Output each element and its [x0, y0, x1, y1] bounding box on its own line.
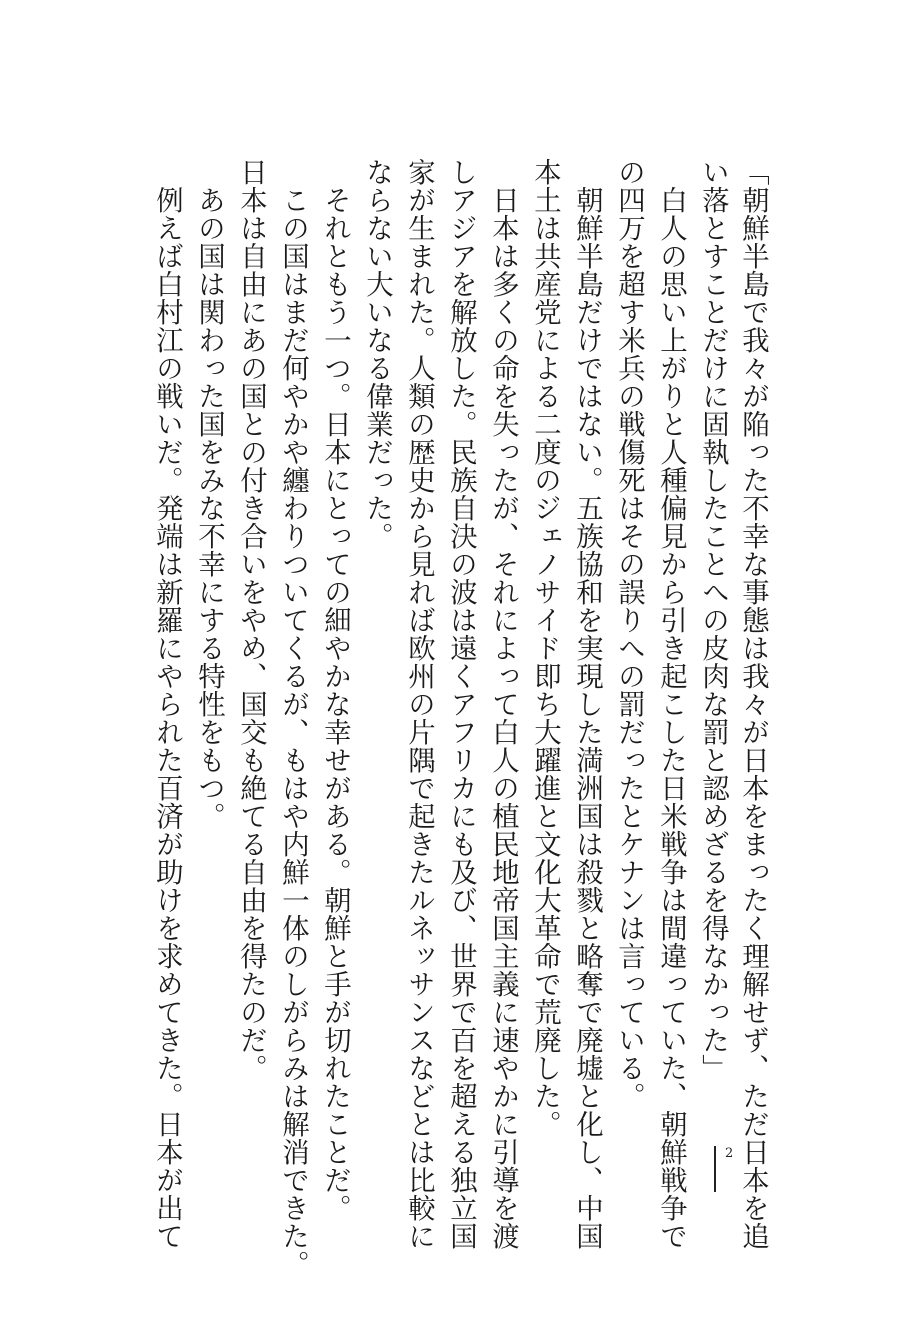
- page-footer: [714, 1146, 754, 1192]
- text-column: い落とすことだけに固執したことへの皮肉な罰と認めざるを得なかった」: [697, 158, 728, 1082]
- text-column: あの国は関わった国をみな不幸にする特性をもつ。: [193, 158, 224, 830]
- page-number-rule: [714, 1146, 716, 1192]
- text-column: ならない大いなる偉業だった。: [361, 158, 392, 550]
- text-column: 朝鮮半島だけではない。五族協和を実現した満洲国は殺戮と略奪で廃墟と化し、中国: [571, 158, 602, 1250]
- text-column: 例えば白村江の戦いだ。発端は新羅にやられた百済が助けを求めてきた。日本が出て: [151, 158, 182, 1250]
- text-column: 「朝鮮半島で我々が陥った不幸な事態は我々が日本をまったく理解せず、ただ日本を追: [737, 158, 768, 1250]
- text-column: 家が生まれた。人類の歴史から見れば欧州の片隅で起きたルネッサンスなどとは比較に: [403, 158, 434, 1250]
- text-column: しアジアを解放した。民族自決の波は遠くアフリカにも及び、世界で百を超える独立国: [445, 158, 476, 1250]
- text-column: の四万を超す米兵の戦傷死はその誤りへの罰だったとケナンは言っている。: [613, 158, 644, 1110]
- text-column: この国はまだ何やかや纏わりついてくるが、もはや内鮮一体のしがらみは解消できた。: [277, 158, 308, 1278]
- text-column: それともう一つ。日本にとっての細やかな幸せがある。朝鮮と手が切れたことだ。: [319, 158, 350, 1222]
- text-column: 日本は自由にあの国との付き合いをやめ、国交も絶てる自由を得たのだ。: [235, 158, 266, 1082]
- text-column: 白人の思い上がりと人種偏見から引き起こした日米戦争は間違っていた、朝鮮戦争で: [655, 158, 686, 1250]
- page-number: 2: [725, 1146, 734, 1161]
- text-column: 日本は多くの命を失ったが、それによって白人の植民地帝国主義に速やかに引導を渡: [487, 158, 518, 1250]
- text-column: 本土は共産党による二度のジェノサイド即ち大躍進と文化大革命で荒廃した。: [529, 158, 560, 1138]
